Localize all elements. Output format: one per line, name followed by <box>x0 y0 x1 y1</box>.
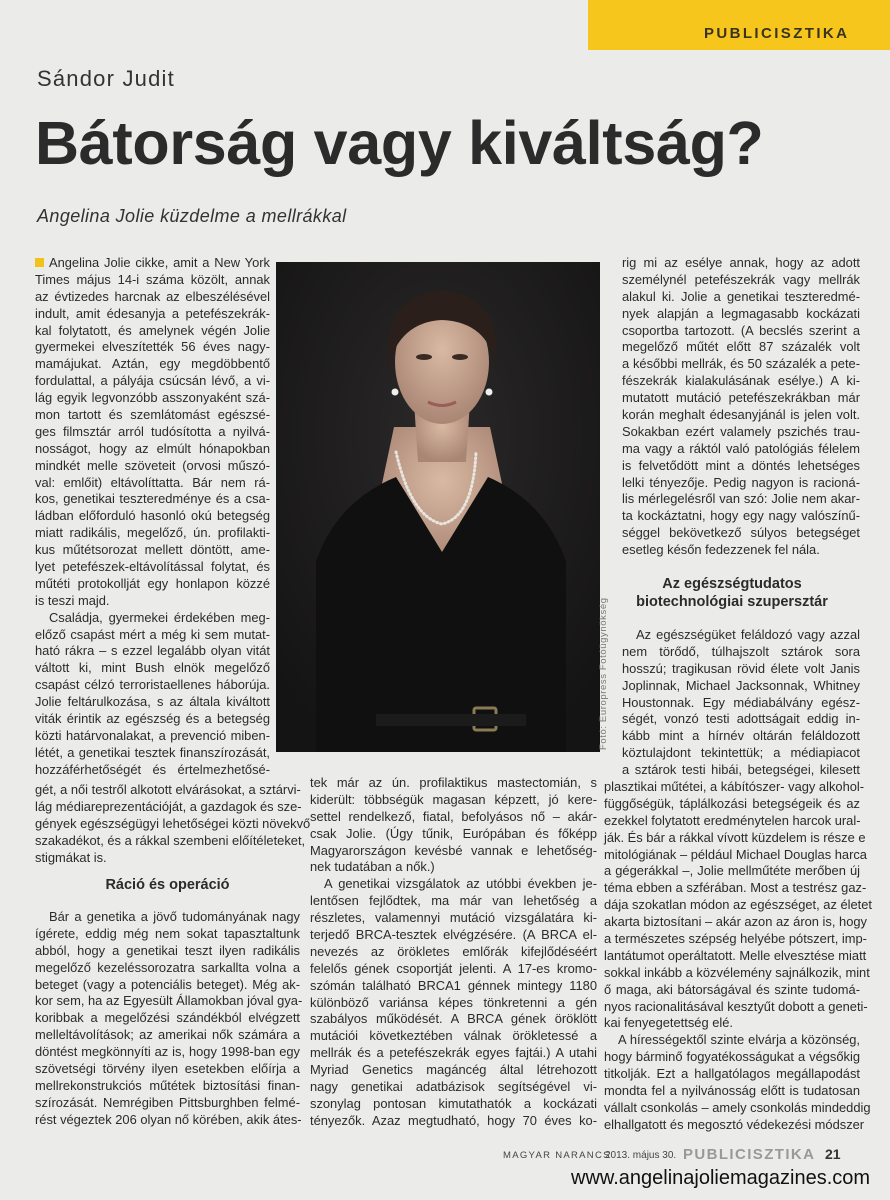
text-line: függőségük, táplálkozási betegségeik és az <box>604 795 860 811</box>
text-line: létét, a genetikai tesztek finanszírozását, <box>35 744 270 760</box>
text-line: ígérete, eddig még nem sokat tapasztaltunk <box>35 925 300 941</box>
text-line: sokkal inkább a közvélemény sajnálkozik, mint <box>604 964 870 980</box>
text-line: a gégerákkal –, Jolie mellműtéte merőben új <box>604 863 860 879</box>
text-line: lyet petefészek-eltávolítással folytat, és <box>35 559 270 575</box>
text-line: kai fenyegetettség elé. <box>604 1015 733 1031</box>
text-line: is felvetődött mint a döntés lehetséges <box>622 457 860 473</box>
text-line: hozzáférhetőségét és értelmezhetősé- <box>35 761 270 777</box>
text-line: az évtizedes harcnak az elbeszélésével <box>35 288 270 304</box>
text-line: kiderült: többségük magasan képzett, jó kere- <box>310 791 597 807</box>
text-line: kor sem, ha az Egyesült Államokban jóval gya- <box>35 993 303 1009</box>
text-line: előző csapást mért a még ki sem mutat- <box>35 626 270 642</box>
text-line: indult, amit édesanyja a petefészekrák- <box>35 305 270 321</box>
text-line: részletes, valamennyi mutáció vizsgálatára ki- <box>310 910 597 926</box>
text-line: nosságot, hogy az elmúlt hónapokban <box>35 440 270 456</box>
text-line: mutatott mutáció petefészekrákban már <box>622 390 860 406</box>
text-line: lág médiareprezentációját, a gazdagok és sze- <box>35 798 302 814</box>
text-line: a sztárok testi hibái, betegségei, kilesett <box>622 762 860 778</box>
text-line: mutációi következtében válnak örökletessé a <box>310 1028 597 1044</box>
text-line: rést végeztek 206 olyan nő körében, akik átes- <box>35 1111 302 1127</box>
column-left-top <box>35 255 270 779</box>
text-line: kal folytatott, és amelynek végén Jolie <box>35 322 270 338</box>
text-line: a későbbi mellrák, és 50 százalék a pete- <box>622 356 860 372</box>
text-line: lantátumot operáltatott. Melle elvesztése miatt <box>604 947 867 963</box>
footer-magazine: MAGYAR NARANCS <box>503 1150 611 1161</box>
text-line: terjedő BRCA-tesztek elvégzésére. (A BRCA el- <box>310 927 597 943</box>
text-line: Sokakban ezért valamely pszichés trau- <box>622 423 860 439</box>
subheading-line-1: Az egészségtudatos <box>662 576 802 592</box>
text-line: ségét, vonzó testi adottságait eddig in- <box>622 711 860 727</box>
column-middle <box>310 775 597 1130</box>
text-line: szabályos működését. A BRCA gének öröklött <box>310 1011 597 1027</box>
text-line: Angelina Jolie cikke, amit a New York <box>35 255 270 272</box>
text-line: szakadékot, és a rákkal szembeni előítéleteket, <box>35 832 306 848</box>
text-line: nyos racionalitásával kesztyűt dobott a geneti- <box>604 998 868 1014</box>
text-line: mondta fel a nyilvánosság előtt is tudatosan <box>604 1083 860 1099</box>
text-line: korán meghalt édesanyjánál is jelen volt. <box>622 407 860 423</box>
text-line: Magyarországon kevésbé vannak e lehetőség- <box>310 842 597 858</box>
text-line: Houstonnak. Egy médiabálvány egész- <box>622 694 860 710</box>
text-line: val: emlőit) eltávolíttatta. Bár nem rá- <box>35 474 270 490</box>
text-line: kább mint a hírnév oltárán feláldozott <box>622 728 860 744</box>
text-line: abból, hogy a genetikai teszt ilyen radikális <box>35 942 300 958</box>
text-line: stigmákat is. <box>35 849 107 865</box>
text-line: csoportba tartozott. (A becslés szerint a <box>622 322 860 338</box>
text-line: akarta biztosítani – akár azon az áron is, hogy <box>604 914 867 930</box>
column-right-mid <box>622 627 860 779</box>
lead-square-icon <box>35 258 44 267</box>
text-line: titkolják. Ezt a hallgatólagos megállapodást <box>604 1066 860 1082</box>
text-line: is teszi majd. <box>35 592 110 608</box>
text-line: személynél petefészekrák vagy mellrák <box>622 271 860 287</box>
text-line: hosszú; tragikusan rövid élete volt Janis <box>622 660 860 676</box>
text-line: A genetikai vizsgálatok az utóbbi években je- <box>324 876 597 892</box>
watermark-url: www.angelinajoliemagazines.com <box>571 1167 871 1189</box>
text-line: döntést megkönnyíti az is, hogy 1998-ban egy <box>35 1044 300 1060</box>
text-line: nyek alapján a legmagasabb kockázati <box>622 305 860 321</box>
text-line: koribbak a megelőzési szándékból elvégzett <box>35 1010 300 1026</box>
text-line: lelki tényezője. Pedig nagyon is racioná- <box>622 474 860 490</box>
subheading-line-2: biotechnológiai szupersztár <box>636 594 828 610</box>
section-banner <box>588 0 890 50</box>
text-line: kos, genetikai teszteredménye és a csa- <box>35 491 270 507</box>
text-line: ges filmsztár arról tudósította a nyilvá- <box>35 423 270 439</box>
text-line: ta kockáztatni, hogy egy nagy valószínű- <box>622 508 860 524</box>
text-line: fészekrák kialakulásának esélye.) A ki- <box>622 373 860 389</box>
text-line: különböző variánsa képes tönkretenni a gén <box>310 994 597 1010</box>
text-line: csak Jolie. (Úgy tűnik, Európában és főképp <box>310 825 597 841</box>
text-line: séggel bekövetkező súlyos betegséget <box>622 525 860 541</box>
text-line: Times május 14-i száma közölt, annak <box>35 271 270 287</box>
text-line: felelős gének csoportját jelenti. A 17-es kromo- <box>310 960 597 976</box>
text-line: viták érintik az egészség és a betegség <box>35 711 270 727</box>
text-line: settel rendelkező, fiatal, befolyásos nő – akár- <box>310 808 597 824</box>
text-line: Myriad Genetics magáncég által létrehozott <box>310 1062 597 1078</box>
section-label: PUBLICISZTIKA <box>704 25 850 42</box>
text-line: lág egyik legvonzóbb asszonyaként szá- <box>35 390 270 406</box>
text-line: ható rákra – s ezzel legalább olyan vitát <box>35 643 270 659</box>
column-left-bottom <box>35 909 303 1129</box>
footer-section: PUBLICISZTIKA <box>683 1146 816 1163</box>
text-line: mindkét melle szöveteit (orvosi műszó- <box>35 457 270 473</box>
text-line: mamájukat. Aztán, egy megdöbbentő <box>35 356 270 372</box>
text-line: csapást célzó terroristaellenes háborúja. <box>35 677 270 693</box>
text-line: lis mérlegelésről van szó: Jolie nem akar- <box>622 491 860 507</box>
article-subtitle: Angelina Jolie küzdelme a mellrákkal <box>37 206 347 226</box>
text-line: nevezés az örökletes emlőrák kifejlődéséért <box>310 943 597 959</box>
text-line: nem törődő, túlhajszolt sztárok sora <box>622 643 860 659</box>
page-number: 21 <box>825 1146 841 1162</box>
text-line: téma ebben a szférában. Most a testrész gaz- <box>604 880 867 896</box>
text-line: gények egészségügyi lehetőségei közti növekvő <box>35 815 311 831</box>
text-line: nek tudatában a nők.) <box>310 859 435 875</box>
text-line: köztulajdont tekintettük; a médiapiacot <box>622 745 860 761</box>
text-line: tényezők. Azaz megtudható, hogy 70 éves ko- <box>310 1112 597 1128</box>
text-line: Bár a genetika a jövő tudományának nagy <box>49 909 300 924</box>
text-line: gét, a női testről alkotott elvárásokat, a sztárvi- <box>35 782 301 797</box>
subheading-racio: Ráció és operáció <box>105 877 230 893</box>
text-line: Az egészségüket feláldozó vagy azzal <box>636 627 860 642</box>
text-line: esetleg későn fedezzenek fel nála. <box>622 542 820 558</box>
text-line: szómán található BRCA1 génnek mintegy 1180 <box>310 977 597 993</box>
text-line: mon tartott és szemlátomást egészsé- <box>35 407 270 423</box>
text-line: nagy genetikai adatbázisok segítségével vi- <box>310 1079 597 1095</box>
text-line: lentősen fejlődtek, ma már van lehetőség a <box>310 893 597 909</box>
text-line: ő maga, aki bátorságával és szinte tudomá- <box>604 981 860 997</box>
text-line: plasztikai műtétei, a kábítószer- vagy alkohol- <box>604 779 865 794</box>
column-right-top <box>622 255 860 559</box>
text-line: szövetségi törvény ilyen esetekben előírja a <box>35 1061 300 1077</box>
text-line: szonylag pontosan kimutathatók a kockázati <box>310 1095 597 1111</box>
text-line: ma vagy a ráktól való patológiás félelem <box>622 440 860 456</box>
text-line: alakul ki. Jolie a genetikai teszteredmé- <box>622 288 860 304</box>
text-line: hogy bárminő fogyatékosságukat a végsőkig <box>604 1049 860 1065</box>
text-line: elhallgatott és megosztó védekezési módszer <box>604 1116 865 1132</box>
article-title: Bátorság vagy kiváltság? <box>35 109 764 177</box>
text-line: beteget (vagy a potenciális beteget). Még ak- <box>35 976 300 992</box>
text-line: műtéti protokollját egy honlapon közzé <box>35 575 270 591</box>
text-line: fordulattal, a pályája csúcsán lévő, a vi- <box>35 373 270 389</box>
text-line: mellrák és a petefészekrák egyes fajtái.) A utahi <box>310 1045 597 1061</box>
text-line: dája szokatlan módon az egészséget, az életet <box>604 897 873 913</box>
subheading-szupersztar <box>604 575 860 611</box>
footer-date: 2013. május 30. <box>605 1150 677 1161</box>
column-left-wide <box>35 782 311 866</box>
text-line: A hírességektől szinte elvárja a közönség, <box>618 1032 860 1048</box>
text-line: kus műtétsorozat mellett döntött, ame- <box>35 542 270 558</box>
text-line: közti határvonalakat, a prevenció miben- <box>35 727 270 743</box>
photo-credit: Fotó: Europress Fotóügynökség <box>598 597 609 750</box>
text-line: tek már az ún. profilaktikus mastectomián, s <box>310 775 597 790</box>
text-line: gyermekei elveszítették 56 éves nagy- <box>35 339 270 355</box>
text-line: mitológiának – például Michael Douglas harca <box>604 846 867 862</box>
text-line: mellrekonstrukciós műtétek biztosítási finan- <box>35 1077 300 1093</box>
text-line: Joplinnak, Michael Jacksonnak, Whitney <box>622 677 860 693</box>
text-line: Jolie feltárulkozása, s az általa kiváltott <box>35 694 270 710</box>
text-line: melleltávolítások; az amerikai nők számára a <box>35 1027 300 1043</box>
text-line: vállalt csonkolás – amely csonkolás mindeddig <box>604 1099 871 1115</box>
text-line: megelőző műtét előtt 87 százalék volt <box>622 339 860 355</box>
author-name: Sándor Judit <box>37 66 175 91</box>
text-line: a természetes szépség helyébe pótszert, imp- <box>604 931 867 947</box>
text-line: ezekkel folytatott eredménytelen harcok ural- <box>604 812 861 828</box>
portrait-photo <box>276 262 600 752</box>
text-line: szírozását. Nemrégiben Pittsburghben felmé- <box>35 1094 300 1110</box>
column-right-bottom <box>604 779 873 1134</box>
text-line: rig mi az esélye annak, hogy az adott <box>622 255 860 270</box>
text-line: váltott ki, mint Bush elnök megelőző <box>35 660 270 676</box>
text-line: miatt radikális, megelőző, ún. profilakti- <box>35 525 270 541</box>
text-line: megelőző kezeléssorozatra sarkallta volna a <box>35 959 300 975</box>
text-line: ládban előforduló hasonló okú betegség <box>35 508 270 524</box>
text-line: ják. És bár a rákkal vívott küzdelem is része e <box>604 829 866 845</box>
text-line: Családja, gyermekei érdekében meg- <box>49 609 270 625</box>
